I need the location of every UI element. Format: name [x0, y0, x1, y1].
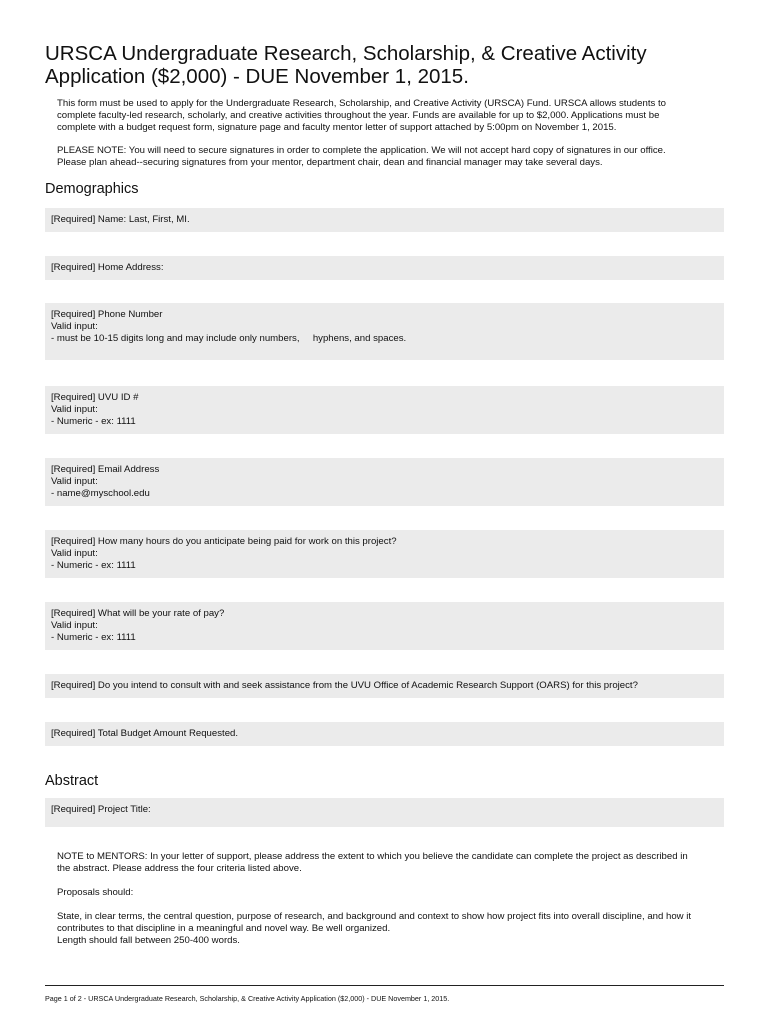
page-footer: Page 1 of 2 - URSCA Undergraduate Research, Scholarship, & Creative Activity Application ($2,000) - DUE November 1, 2015. — [45, 994, 450, 1003]
hours-valid-label: Valid input: — [51, 548, 98, 559]
hours-field[interactable] — [45, 530, 724, 578]
name-field[interactable] — [45, 208, 724, 232]
name-field-label: [Required] Name: Last, First, MI. — [51, 214, 190, 225]
project-title-field-label: [Required] Project Title: — [51, 804, 151, 815]
project-title-field[interactable] — [45, 798, 724, 827]
intro-text — [57, 98, 729, 180]
uvu-id-valid-label: Valid input: — [51, 404, 98, 415]
title-line-2: Application ($2,000) - DUE November 1, 2015. — [45, 65, 469, 88]
state-paragraph: State, in clear terms, the central question, purpose of research, and background and context to show how project fits into overall discipline, and how it contributes to that discipline in a meaningful and novel way. Be well organized. Length should fall between 250-400 words. — [57, 911, 692, 946]
email-field[interactable] — [45, 458, 724, 506]
phone-valid-label: Valid input: — [51, 321, 98, 332]
phone-number-field[interactable] — [45, 303, 724, 360]
email-field-label: [Required] Email Address — [51, 464, 160, 475]
email-valid-rule: - name@myschool.edu — [51, 488, 150, 499]
demographics-heading: Demographics — [45, 181, 139, 197]
abstract-heading: Abstract — [45, 773, 99, 789]
mentor-note-paragraph: NOTE to MENTORS: In your letter of support, please address the extent to which you believe the candidate can complete the project as described in the abstract. Please address the four criteria listed above. — [57, 851, 688, 874]
uvu-id-valid-rule: - Numeric - ex: 1111 — [51, 416, 136, 427]
budget-field-label: [Required] Total Budget Amount Requested. — [51, 728, 239, 739]
home-address-field-label: [Required] Home Address: — [51, 262, 164, 273]
footer-divider — [45, 985, 724, 986]
page-title — [45, 42, 735, 88]
phone-field-label: [Required] Phone Number — [51, 309, 163, 320]
intro-paragraph-2: PLEASE NOTE: You will need to secure signatures in order to complete the application. We will not accept hard copy of signatures in our office. Please plan ahead--securing signatures from your mentor, department chair, dean and financial manager may take several days. — [57, 145, 666, 168]
budget-field[interactable] — [45, 722, 724, 746]
email-valid-label: Valid input: — [51, 476, 98, 487]
phone-valid-rule: - must be 10-15 digits long and may include only numbers, hyphens, and spaces. — [51, 333, 407, 344]
hours-valid-rule: - Numeric - ex: 1111 — [51, 560, 136, 571]
home-address-field[interactable] — [45, 256, 724, 280]
rate-valid-rule: - Numeric - ex: 1111 — [51, 632, 136, 643]
hours-field-label: [Required] How many hours do you anticipate being paid for work on this project? — [51, 536, 397, 547]
rate-of-pay-field[interactable] — [45, 602, 724, 650]
uvu-id-field[interactable] — [45, 386, 724, 434]
mentor-notes — [57, 851, 725, 959]
rate-field-label: [Required] What will be your rate of pay? — [51, 608, 225, 619]
intro-paragraph-1: This form must be used to apply for the Undergraduate Research, Scholarship, and Creative Activity (URSCA) Fund. URSCA allows students to complete faculty-led research, scholarly, and creative activities throughout the year. Funds are available for up to $2,000. Applications must be complete with a budget request form, signature page and faculty mentor letter of support attached by 5:00pm on November 1, 2015. — [57, 98, 666, 133]
title-line-1: URSCA Undergraduate Research, Scholarship, & Creative Activity — [45, 42, 647, 65]
oars-field-label: [Required] Do you intend to consult with and seek assistance from the UVU Office of Academic Research Support (OARS) for this project? — [51, 680, 638, 691]
rate-valid-label: Valid input: — [51, 620, 98, 631]
uvu-id-field-label: [Required] UVU ID # — [51, 392, 139, 403]
proposals-paragraph: Proposals should: — [57, 887, 134, 898]
oars-field[interactable] — [45, 674, 724, 698]
